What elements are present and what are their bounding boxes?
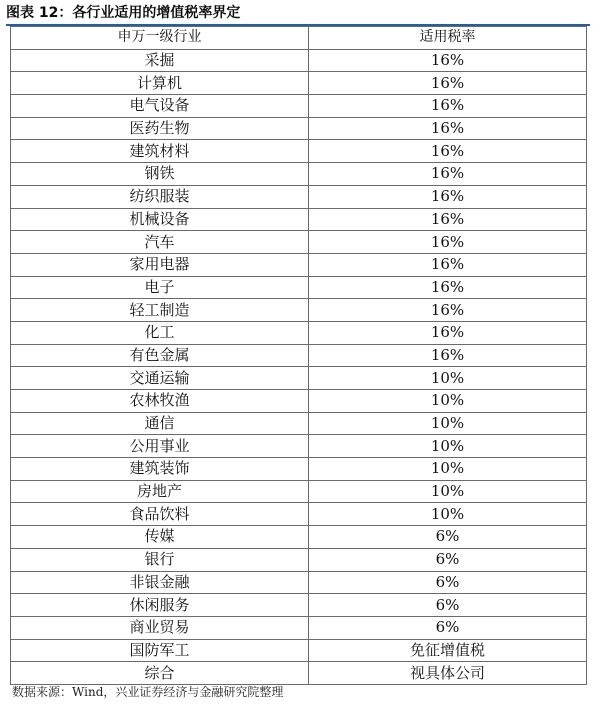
rate-cell: 10% bbox=[309, 390, 587, 413]
rate-cell: 10% bbox=[309, 435, 587, 458]
industry-cell: 钢铁 bbox=[11, 163, 309, 186]
industry-cell: 房地产 bbox=[11, 480, 309, 503]
industry-cell: 银行 bbox=[11, 548, 309, 571]
source-note: 数据来源：Wind，兴业证券经济与金融研究院整理 bbox=[12, 685, 284, 699]
rate-cell: 6% bbox=[309, 526, 587, 549]
table-row bbox=[11, 72, 587, 95]
industry-cell: 家用电器 bbox=[11, 253, 309, 276]
rate-cell: 16% bbox=[309, 95, 587, 118]
industry-cell: 汽车 bbox=[11, 231, 309, 254]
table-row bbox=[11, 95, 587, 118]
industry-cell: 传媒 bbox=[11, 526, 309, 549]
rate-cell: 16% bbox=[309, 276, 587, 299]
table-row bbox=[11, 639, 587, 662]
industry-cell: 采掘 bbox=[11, 49, 309, 72]
rate-cell: 10% bbox=[309, 480, 587, 503]
industry-cell: 化工 bbox=[11, 321, 309, 344]
table-row bbox=[11, 548, 587, 571]
table-row bbox=[11, 208, 587, 231]
header-industry: 申万一级行业 bbox=[11, 27, 309, 50]
table-row bbox=[11, 321, 587, 344]
table-row bbox=[11, 253, 587, 276]
rate-cell: 10% bbox=[309, 503, 587, 526]
figure-title: 图表 12：各行业适用的增值税率界定 bbox=[6, 5, 241, 21]
rate-cell: 10% bbox=[309, 367, 587, 390]
table-row bbox=[11, 616, 587, 639]
rate-cell: 16% bbox=[309, 299, 587, 322]
table-row bbox=[11, 435, 587, 458]
table-row bbox=[11, 390, 587, 413]
industry-cell: 通信 bbox=[11, 412, 309, 435]
rate-cell: 10% bbox=[309, 412, 587, 435]
table-row bbox=[11, 276, 587, 299]
industry-cell: 电气设备 bbox=[11, 95, 309, 118]
industry-cell: 有色金属 bbox=[11, 344, 309, 367]
table-row bbox=[11, 526, 587, 549]
industry-cell: 机械设备 bbox=[11, 208, 309, 231]
table-row bbox=[11, 367, 587, 390]
industry-cell: 计算机 bbox=[11, 72, 309, 95]
rate-cell: 16% bbox=[309, 117, 587, 140]
industry-cell: 国防军工 bbox=[11, 639, 309, 662]
table-row bbox=[11, 412, 587, 435]
rate-cell: 16% bbox=[309, 208, 587, 231]
vat-rate-table bbox=[10, 26, 587, 685]
industry-cell: 建筑装饰 bbox=[11, 458, 309, 481]
rate-cell: 6% bbox=[309, 548, 587, 571]
table-row bbox=[11, 480, 587, 503]
rate-cell: 16% bbox=[309, 140, 587, 163]
rate-cell: 6% bbox=[309, 571, 587, 594]
rate-cell: 免征增值税 bbox=[309, 639, 587, 662]
rate-cell: 视具体公司 bbox=[309, 662, 587, 685]
industry-cell: 建筑材料 bbox=[11, 140, 309, 163]
table-row bbox=[11, 344, 587, 367]
table-row bbox=[11, 571, 587, 594]
header-rate: 适用税率 bbox=[309, 27, 587, 50]
rate-cell: 6% bbox=[309, 594, 587, 617]
table-row bbox=[11, 594, 587, 617]
industry-cell: 非银金融 bbox=[11, 571, 309, 594]
table-header-row bbox=[11, 27, 587, 50]
table-body bbox=[11, 49, 587, 684]
industry-cell: 轻工制造 bbox=[11, 299, 309, 322]
rate-cell: 16% bbox=[309, 321, 587, 344]
rate-cell: 16% bbox=[309, 49, 587, 72]
industry-cell: 交通运输 bbox=[11, 367, 309, 390]
industry-cell: 农林牧渔 bbox=[11, 390, 309, 413]
table-row bbox=[11, 185, 587, 208]
table-row bbox=[11, 458, 587, 481]
industry-cell: 公用事业 bbox=[11, 435, 309, 458]
industry-cell: 纺织服装 bbox=[11, 185, 309, 208]
table-row bbox=[11, 662, 587, 685]
rate-cell: 16% bbox=[309, 344, 587, 367]
rate-cell: 16% bbox=[309, 231, 587, 254]
table-row bbox=[11, 299, 587, 322]
industry-cell: 电子 bbox=[11, 276, 309, 299]
rate-cell: 6% bbox=[309, 616, 587, 639]
table-row bbox=[11, 49, 587, 72]
rate-cell: 16% bbox=[309, 163, 587, 186]
table-row bbox=[11, 163, 587, 186]
industry-cell: 食品饮料 bbox=[11, 503, 309, 526]
industry-cell: 综合 bbox=[11, 662, 309, 685]
table-row bbox=[11, 503, 587, 526]
rate-cell: 10% bbox=[309, 458, 587, 481]
industry-cell: 休闲服务 bbox=[11, 594, 309, 617]
industry-cell: 医药生物 bbox=[11, 117, 309, 140]
rate-cell: 16% bbox=[309, 72, 587, 95]
rate-cell: 16% bbox=[309, 253, 587, 276]
table-row bbox=[11, 231, 587, 254]
industry-cell: 商业贸易 bbox=[11, 616, 309, 639]
rate-cell: 16% bbox=[309, 185, 587, 208]
table-row bbox=[11, 117, 587, 140]
table-row bbox=[11, 140, 587, 163]
